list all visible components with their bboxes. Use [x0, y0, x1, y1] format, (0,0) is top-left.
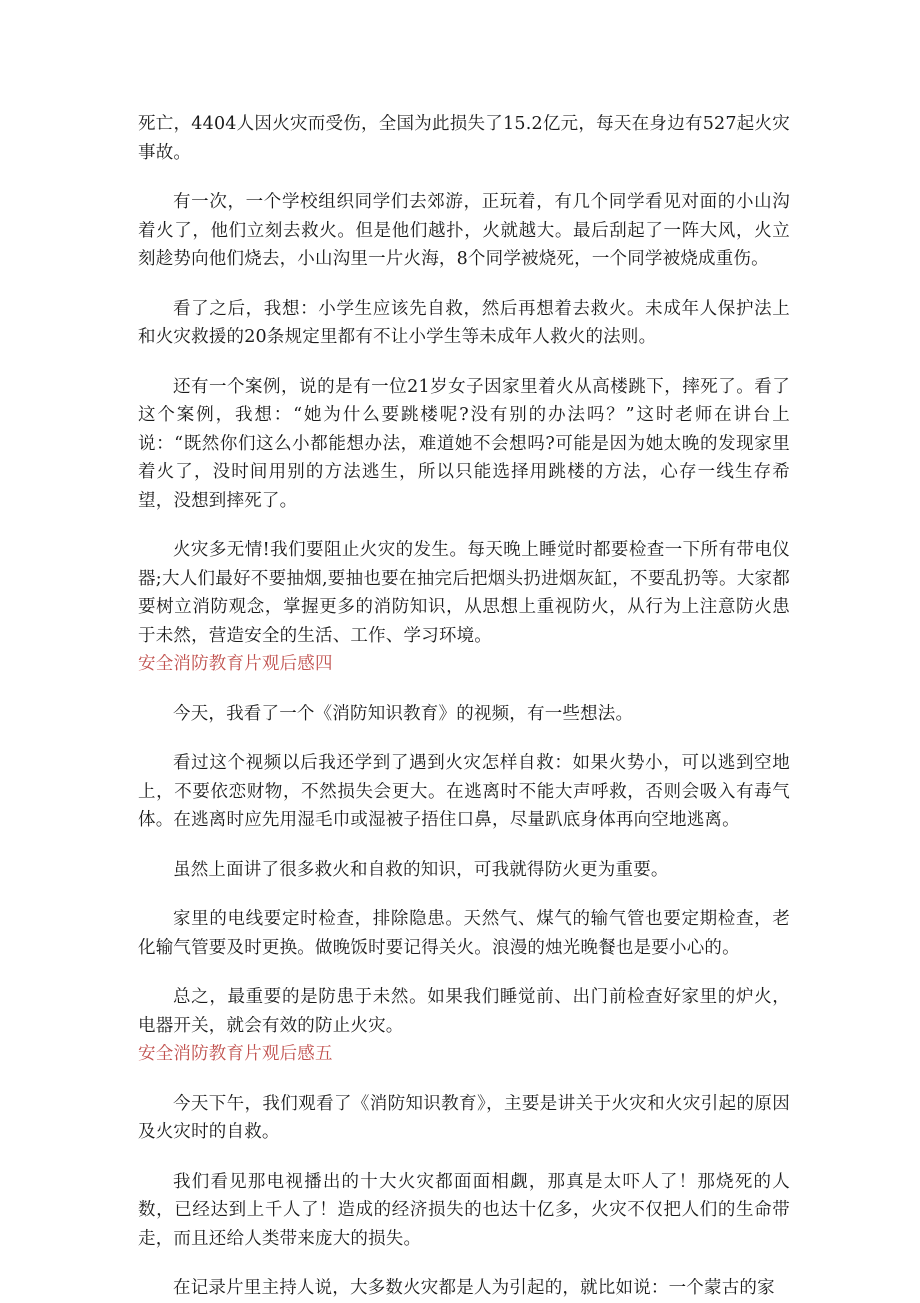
paragraph-prevention-importance: 虽然上面讲了很多救火和自救的知识，可我就得防火更为重要。 — [173, 859, 669, 880]
paragraph-conclusion: 总之，最重要的是防患于未然。如果我们睡觉前、出门前检查好家里的炉火，电器开关，就会有效的防止火灾。 — [138, 987, 790, 1036]
section-heading-5: 安全消防教育片观后感五 — [138, 1044, 333, 1064]
paragraph-video-intro: 今天，我看了一个《消防知识教育》的视频，有一些想法。 — [173, 703, 634, 724]
paragraph-home-checks: 家里的电线要定时检查，排除隐患。天然气、煤气的输气管也要定期检查，老化输气管要及时更换。做晚饭时要记得关火。浪漫的烛光晚餐也是要小心的。 — [138, 909, 790, 958]
paragraph-school-outing-story: 有一次，一个学校组织同学们去郊游，正玩着，有几个同学看见对面的小山沟着火了，他们立刻去救火。但是他们越扑，火就越大。最后刮起了一阵大风，火立刻趁势向他们烧去，小山沟里一片火海，8个同学被烧死，一个同学被烧成重伤。 — [138, 192, 790, 269]
paragraph-fire-statistics: 死亡，4404人因火灾而受伤，全国为此损失了15.2亿元，每天在身边有527起火灾事故。 — [138, 114, 790, 163]
paragraph-human-causes: 在记录片里主持人说，大多数火灾都是人为引起的，就比如说：一个蒙古的家 — [173, 1278, 775, 1298]
paragraph-self-rescue-methods: 看过这个视频以后我还学到了遇到火灾怎样自救：如果火势小，可以逃到空地上，不要依恋财物，不然损失会更大。在逃离时不能大声呼救，否则会吸入有毒气体。在逃离时应先用湿毛巾或湿被子捂住口鼻，尽量趴底身体再向空地逃离。 — [138, 753, 790, 830]
paragraph-self-rescue-thought: 看了之后，我想：小学生应该先自救，然后再想着去救火。未成年人保护法上和火灾救援的20条规定里都有不让小学生等未成年人救火的法则。 — [138, 298, 790, 347]
paragraph-fire-prevention: 火灾多无情!我们要阻止火灾的发生。每天晚上睡觉时都要检查一下所有带电仪器;大人们最好不要抽烟,要抽也要在抽完后把烟头扔进烟灰缸，不要乱扔等。大家都要树立消防观念，掌握更多的消防知识，从思想上重视防火，从行为上注意防火患于未然，营造安全的生活、工作、学习环境。 — [138, 540, 790, 646]
document-page — [138, 110, 790, 1303]
section-heading-4: 安全消防教育片观后感四 — [138, 654, 333, 674]
paragraph-ten-fires: 我们看见那电视播出的十大火灾都面面相觑，那真是太吓人了！那烧死的人数，已经达到上千人了！造成的经济损失的也达十亿多，火灾不仅把人们的生命带走，而且还给人类带来庞大的损失。 — [138, 1171, 790, 1249]
paragraph-afternoon-viewing: 今天下午，我们观看了《消防知识教育》，主要是讲关于火灾和火灾引起的原因及火灾时的自救。 — [138, 1093, 790, 1142]
paragraph-jumping-case: 还有一个案例，说的是有一位21岁女子因家里着火从高楼跳下，摔死了。看了这个案例，我想：“她为什么要跳楼呢?没有别的办法吗？”这时老师在讲台上说：“既然你们这么小都能想办法，难道她不会想吗?可能是因为她太晚的发现家里着火了，没时间用别的方法逃生，所以只能选择用跳楼的方法，心存一线生存希望，没想到摔死了。 — [138, 376, 790, 511]
